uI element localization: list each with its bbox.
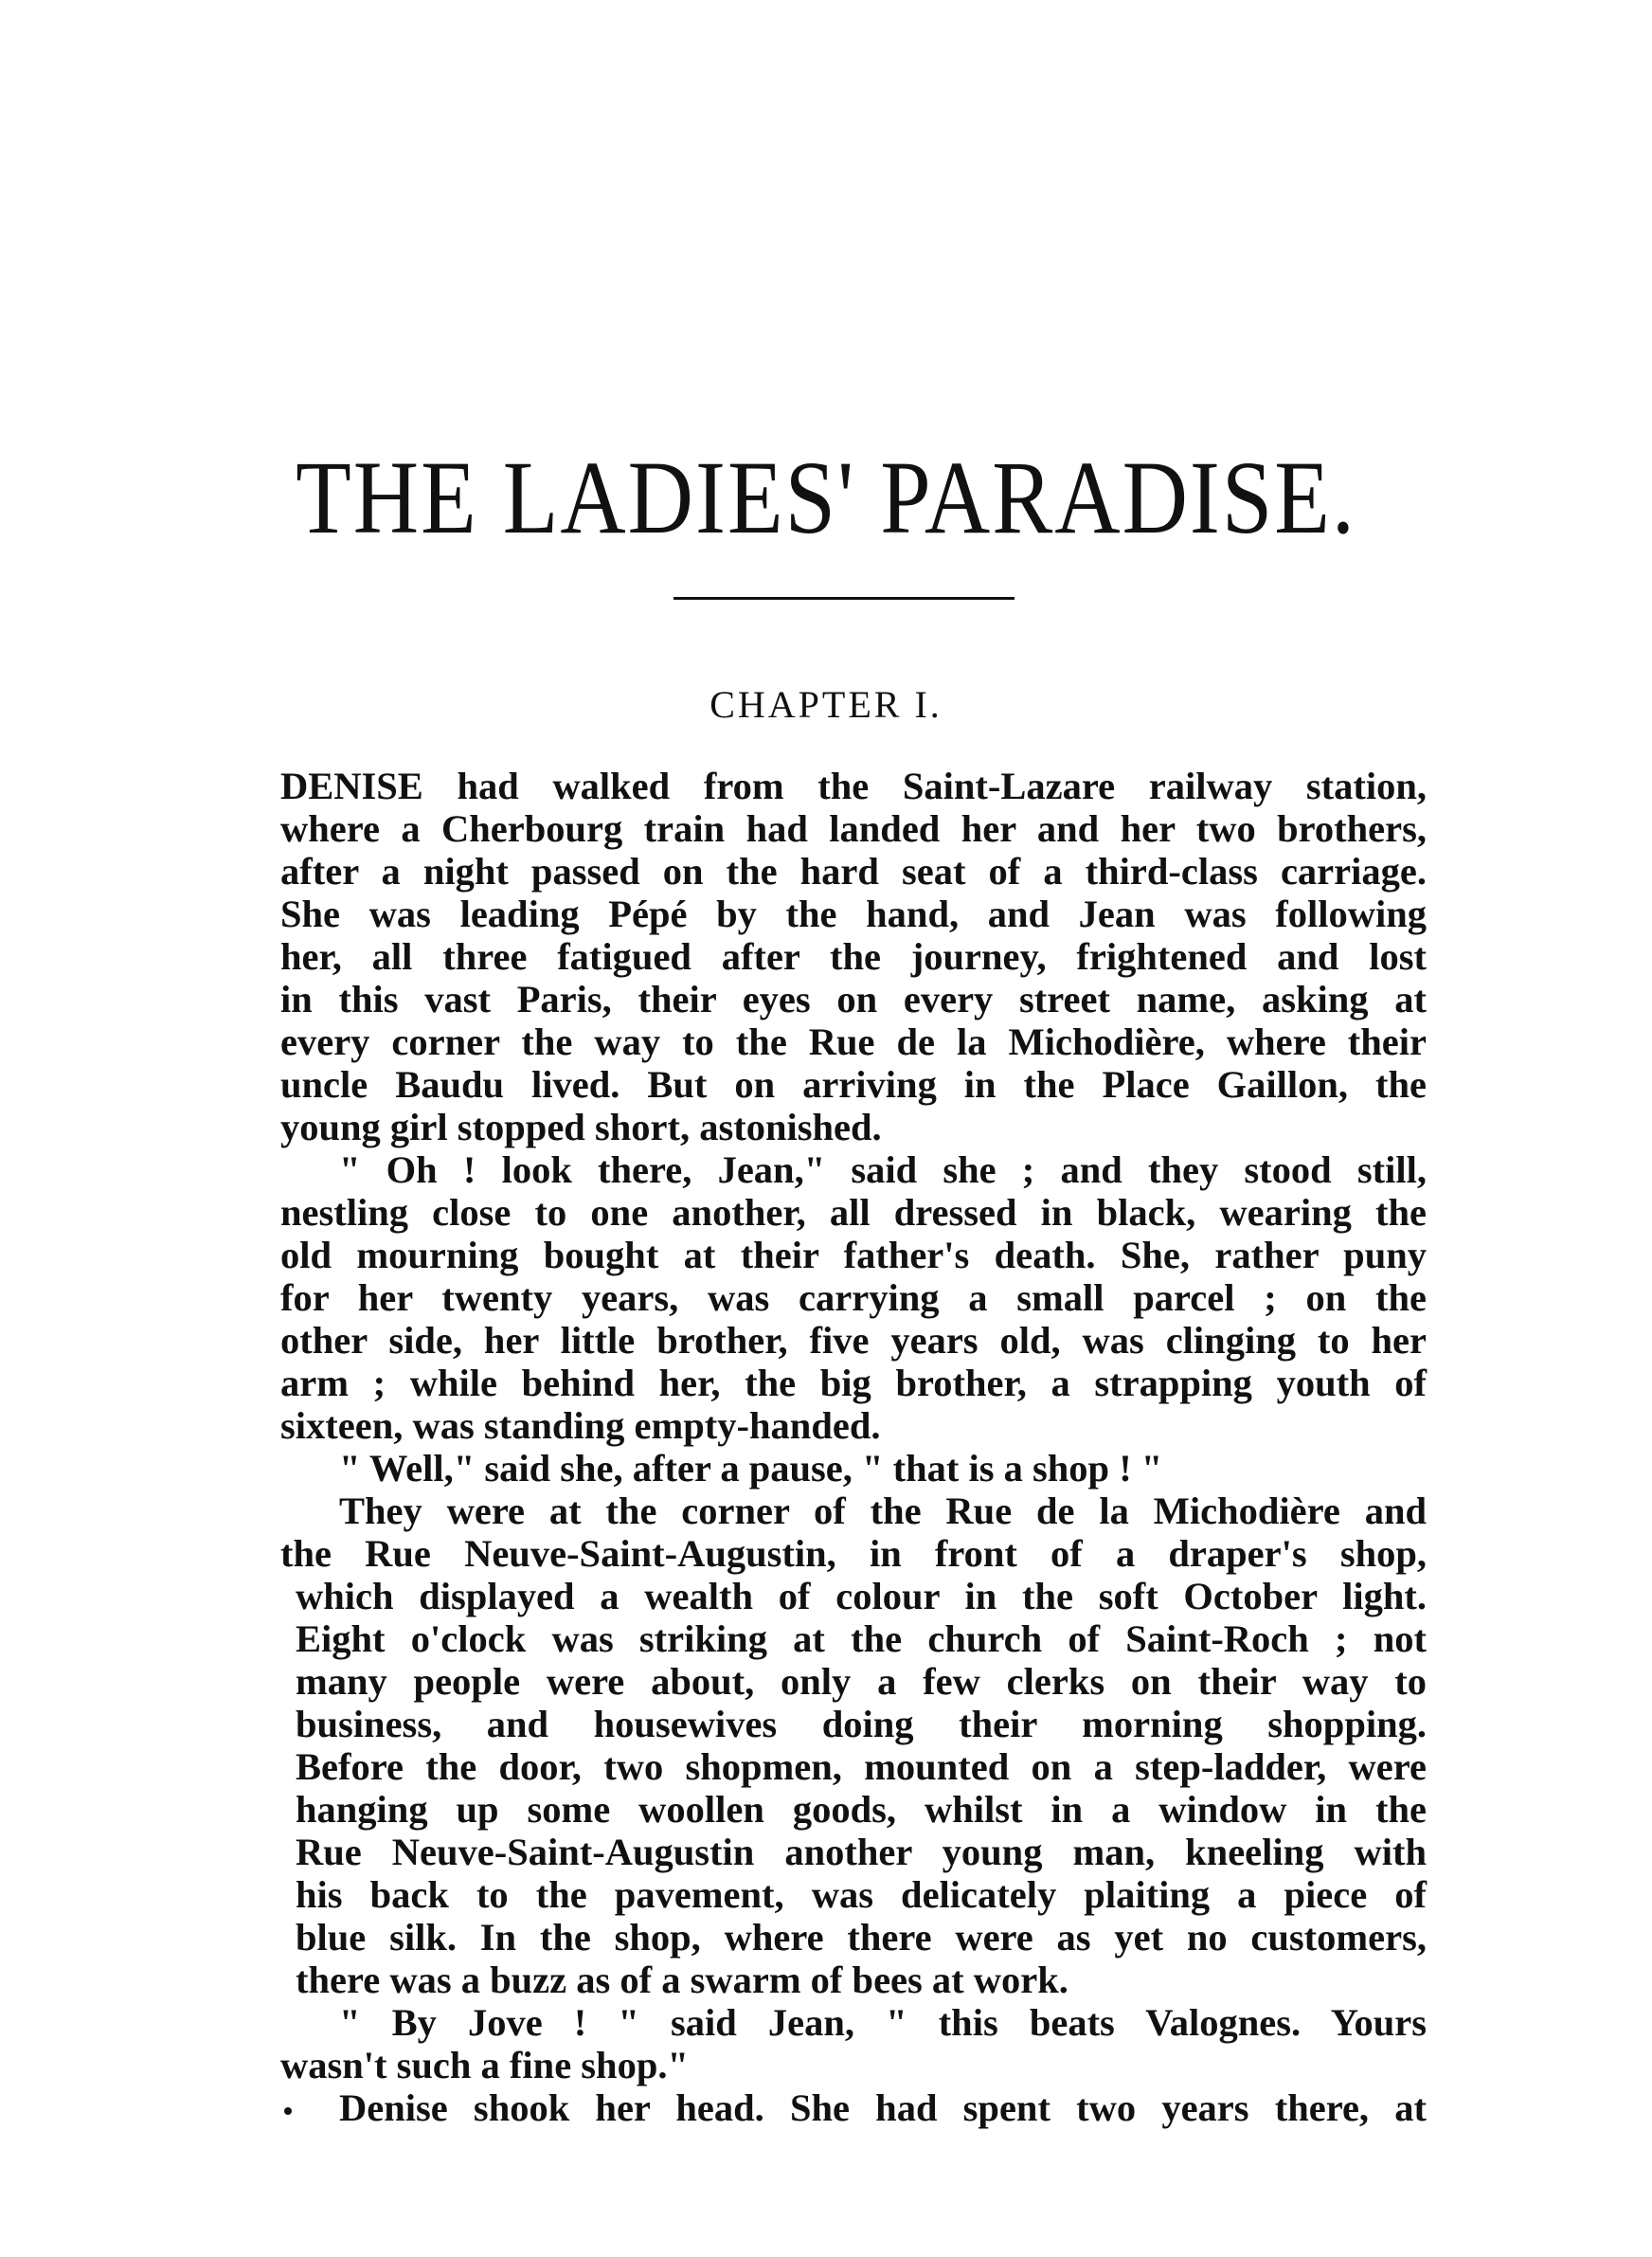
text-line: hanging up some woollen goods, whilst in a window in the [296, 1788, 1427, 1831]
text-line: She was leading Pépé by the hand, and Jean was following [280, 893, 1427, 935]
text-line: after a night passed on the hard seat of a third-class carriage. [280, 850, 1427, 893]
text-line: which displayed a wealth of colour in the soft October light. [296, 1575, 1427, 1617]
text-line: uncle Baudu lived. But on arriving in the Place Gaillon, the [280, 1063, 1427, 1106]
text-line: sixteen, was standing empty-handed. [280, 1404, 881, 1447]
text-line: blue silk. In the shop, where there were as yet no customers, [296, 1916, 1427, 1959]
text-line: every corner the way to the Rue de la Michodière, where their [280, 1020, 1427, 1063]
text-line: wasn't such a fine shop." [280, 2044, 689, 2086]
text-line: where a Cherbourg train had landed her and her two brothers, [280, 807, 1427, 850]
text-line: Before the door, two shopmen, mounted on a step-ladder, were [296, 1745, 1427, 1788]
chapter-heading: CHAPTER I. [709, 683, 943, 726]
chapter-body [280, 765, 1427, 2129]
title-divider [673, 597, 1015, 600]
text-line: " Oh ! look there, Jean," said she ; and they stood still, [339, 1148, 1427, 1191]
text-line: the Rue Neuve-Saint-Augustin, in front of a draper's shop, [280, 1532, 1427, 1575]
text-line: for her twenty years, was carrying a small parcel ; on the [280, 1276, 1427, 1319]
text-line: many people were about, only a few clerks on their way to [296, 1660, 1427, 1703]
text-line: nestling close to one another, all dressed in black, wearing the [280, 1191, 1427, 1234]
text-line: Rue Neuve-Saint-Augustin another young man, kneeling with [296, 1831, 1427, 1873]
margin-mark [284, 2107, 292, 2115]
text-line: business, and housewives doing their morning shopping. [296, 1703, 1427, 1745]
text-line: other side, her little brother, five years old, was clinging to her [280, 1319, 1427, 1362]
text-line: " Well," said she, after a pause, " that is a shop ! " [339, 1447, 1163, 1490]
text-line: They were at the corner of the Rue de la Michodière and [339, 1490, 1427, 1532]
text-line: Denise shook her head. She had spent two years there, at [339, 2086, 1427, 2129]
text-line: arm ; while behind her, the big brother, a strapping youth of [280, 1362, 1427, 1404]
text-line: old mourning bought at their father's death. She, rather puny [280, 1234, 1427, 1276]
text-line: there was a buzz as of a swarm of bees at work. [296, 1959, 1068, 2001]
text-line: his back to the pavement, was delicately plaiting a piece of [296, 1873, 1427, 1916]
text-line: in this vast Paris, their eyes on every street name, asking at [280, 978, 1427, 1020]
text-line: her, all three fatigued after the journey, frightened and lost [280, 935, 1427, 978]
text-line: " By Jove ! " said Jean, " this beats Valognes. Yours [339, 2001, 1427, 2044]
book-title: THE LADIES' PARADISE. [296, 438, 1356, 555]
text-line: DENISE had walked from the Saint-Lazare railway station, [280, 765, 1427, 807]
text-line: Eight o'clock was striking at the church of Saint-Roch ; not [296, 1617, 1427, 1660]
text-line: young girl stopped short, astonished. [280, 1106, 882, 1148]
